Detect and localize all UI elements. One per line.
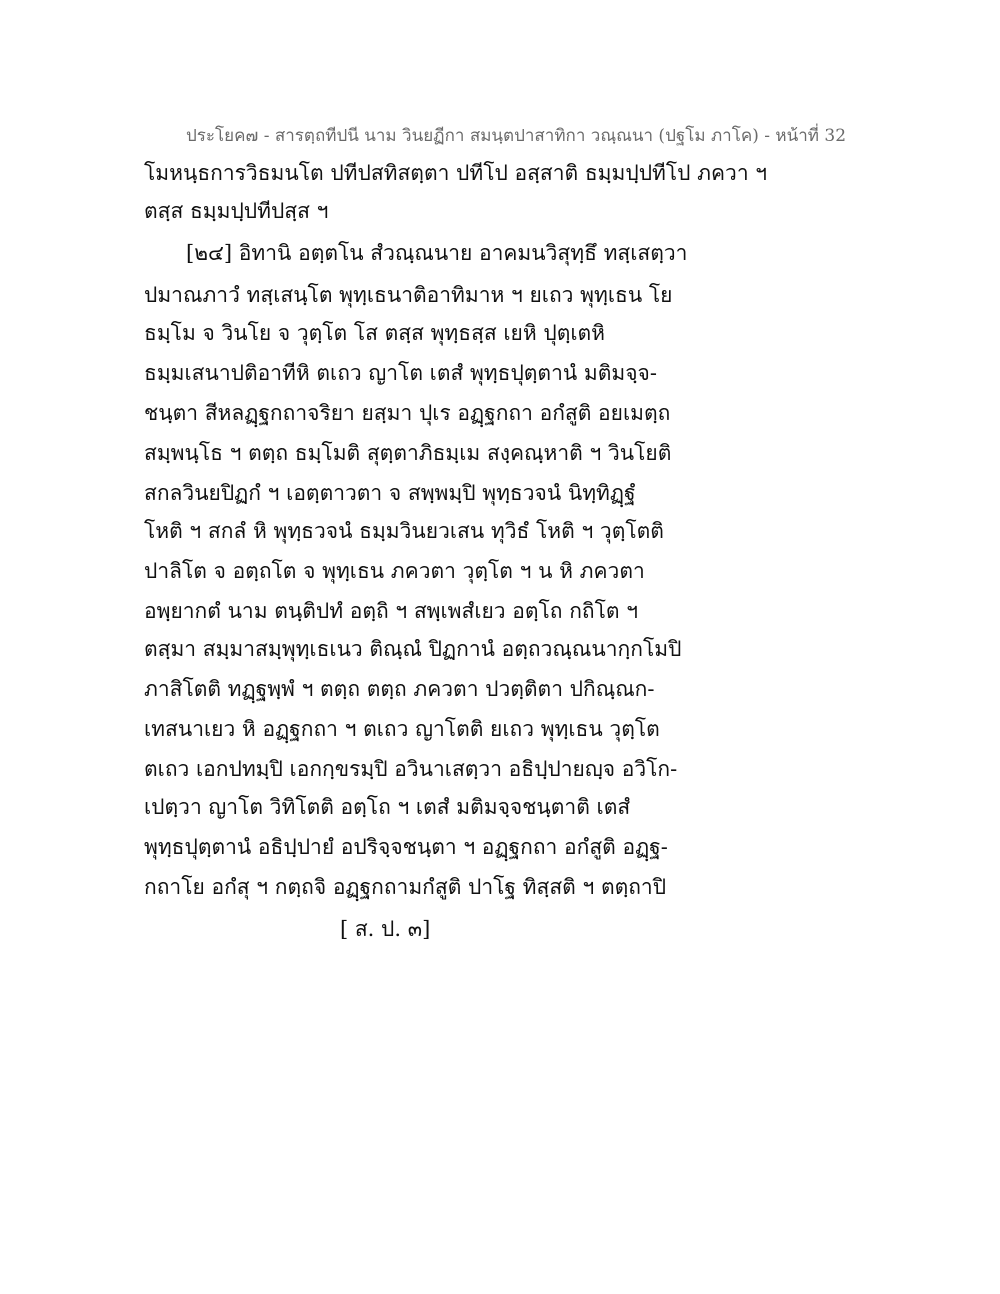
text-line: โหติ ฯ สกลํ หิ พุทฺธวจนํ ธมฺมวินยวเสน ทุวิธํ โหติ ฯ วุตฺโตติ xyxy=(144,519,664,543)
text-line: ธมฺโม จ วินโย จ วุตฺโต โส ตสฺส พุทฺธสฺส เยหิ ปุตฺเตหิ xyxy=(144,321,606,345)
page-signature: [ ส. ป. ๓] xyxy=(340,917,431,941)
text-line: โมหนฺธการวิธมนโต ปทีปสทิสตฺตา ปทีโป อสฺสาติ ธมฺมปฺปทีโป ภควา ฯ xyxy=(144,161,768,185)
paragraph-start-line: [๒๔] อิทานิ อตฺตโน สํวณฺณนาย อาคมนวิสุทฺธึ ทสฺเสตฺวา xyxy=(186,241,688,265)
text-line: เทสนาเยว หิ อฏฺฐกถา ฯ ตเถว ญาโตติ ยเถว พุทฺเธน วุตฺโต xyxy=(144,717,660,741)
text-line: ตสฺส ธมฺมปฺปทีปสฺส ฯ xyxy=(144,199,329,223)
text-line: ปาลิโต จ อตฺถโต จ พุทฺเธน ภควตา วุตฺโต ฯ น หิ ภควตา xyxy=(144,559,645,583)
text-line: เปตฺวา ญาโต วิทิโตติ อตฺโถ ฯ เตสํ มติมจฺจชนฺตาติ เตสํ xyxy=(144,795,631,819)
text-line: อพฺยากตํ นาม ตนฺติปทํ อตฺถิ ฯ สพฺเพสํเยว อตฺโถ กถิโต ฯ xyxy=(144,599,639,623)
text-line: ชนฺตา สีหลฏฺฐกถาจริยา ยสฺมา ปุเร อฏฺฐกถา อกํสูติ อยเมตฺถ xyxy=(144,401,671,425)
text-line: พุทฺธปุตฺตานํ อธิปฺปายํ อปริจฺจชนฺตา ฯ อฏฺฐกถา อกํสูติ อฏฺฐ- xyxy=(144,835,668,859)
text-line: สกลวินยปิฏกํ ฯ เอตฺตาวตา จ สพฺพมฺปิ พุทฺธวจนํ นิทฺทิฏฺฐํ xyxy=(144,481,636,505)
text-line: ตสฺมา สมฺมาสมฺพุทฺเธเนว ติณฺณํ ปิฏกานํ อตฺถวณฺณนากฺกโมปิ xyxy=(144,637,682,661)
text-line: ตเถว เอกปทมฺปิ เอกกฺขรมฺปิ อวินาเสตฺวา อธิปฺปายญฺจ อวิโก- xyxy=(144,757,678,781)
text-line: ธมฺมเสนาปติอาทีหิ ตเถว ญาโต เตสํ พุทฺธปุตฺตานํ มติมจฺจ- xyxy=(144,361,657,385)
running-header: ประโยค๗ - สารตฺถทีปนี นาม วินยฏีกา สมนฺตปาสาทิกา วณฺณนา (ปฐโม ภาโค) - หน้าที่ 32 xyxy=(186,126,847,146)
text-line: ปมาณภาวํ ทสฺเสนฺโต พุทฺเธนาติอาทิมาห ฯ ยเถว พุทฺเธน โย xyxy=(144,283,673,307)
text-line: สมฺพนฺโธ ฯ ตตฺถ ธมฺโมติ สุตฺตาภิธมฺเม สงฺคณฺหาติ ฯ วินโยติ xyxy=(144,441,672,465)
text-line: กถาโย อกํสุ ฯ กตฺถจิ อฏฺฐกถามกํสูติ ปาโฐ ทิสฺสติ ฯ ตตฺถาปิ xyxy=(144,875,667,899)
text-line: ภาสิโตติ ทฏฺฐพฺพํ ฯ ตตฺถ ตตฺถ ภควตา ปวตฺติตา ปกิณฺณก- xyxy=(144,677,655,701)
